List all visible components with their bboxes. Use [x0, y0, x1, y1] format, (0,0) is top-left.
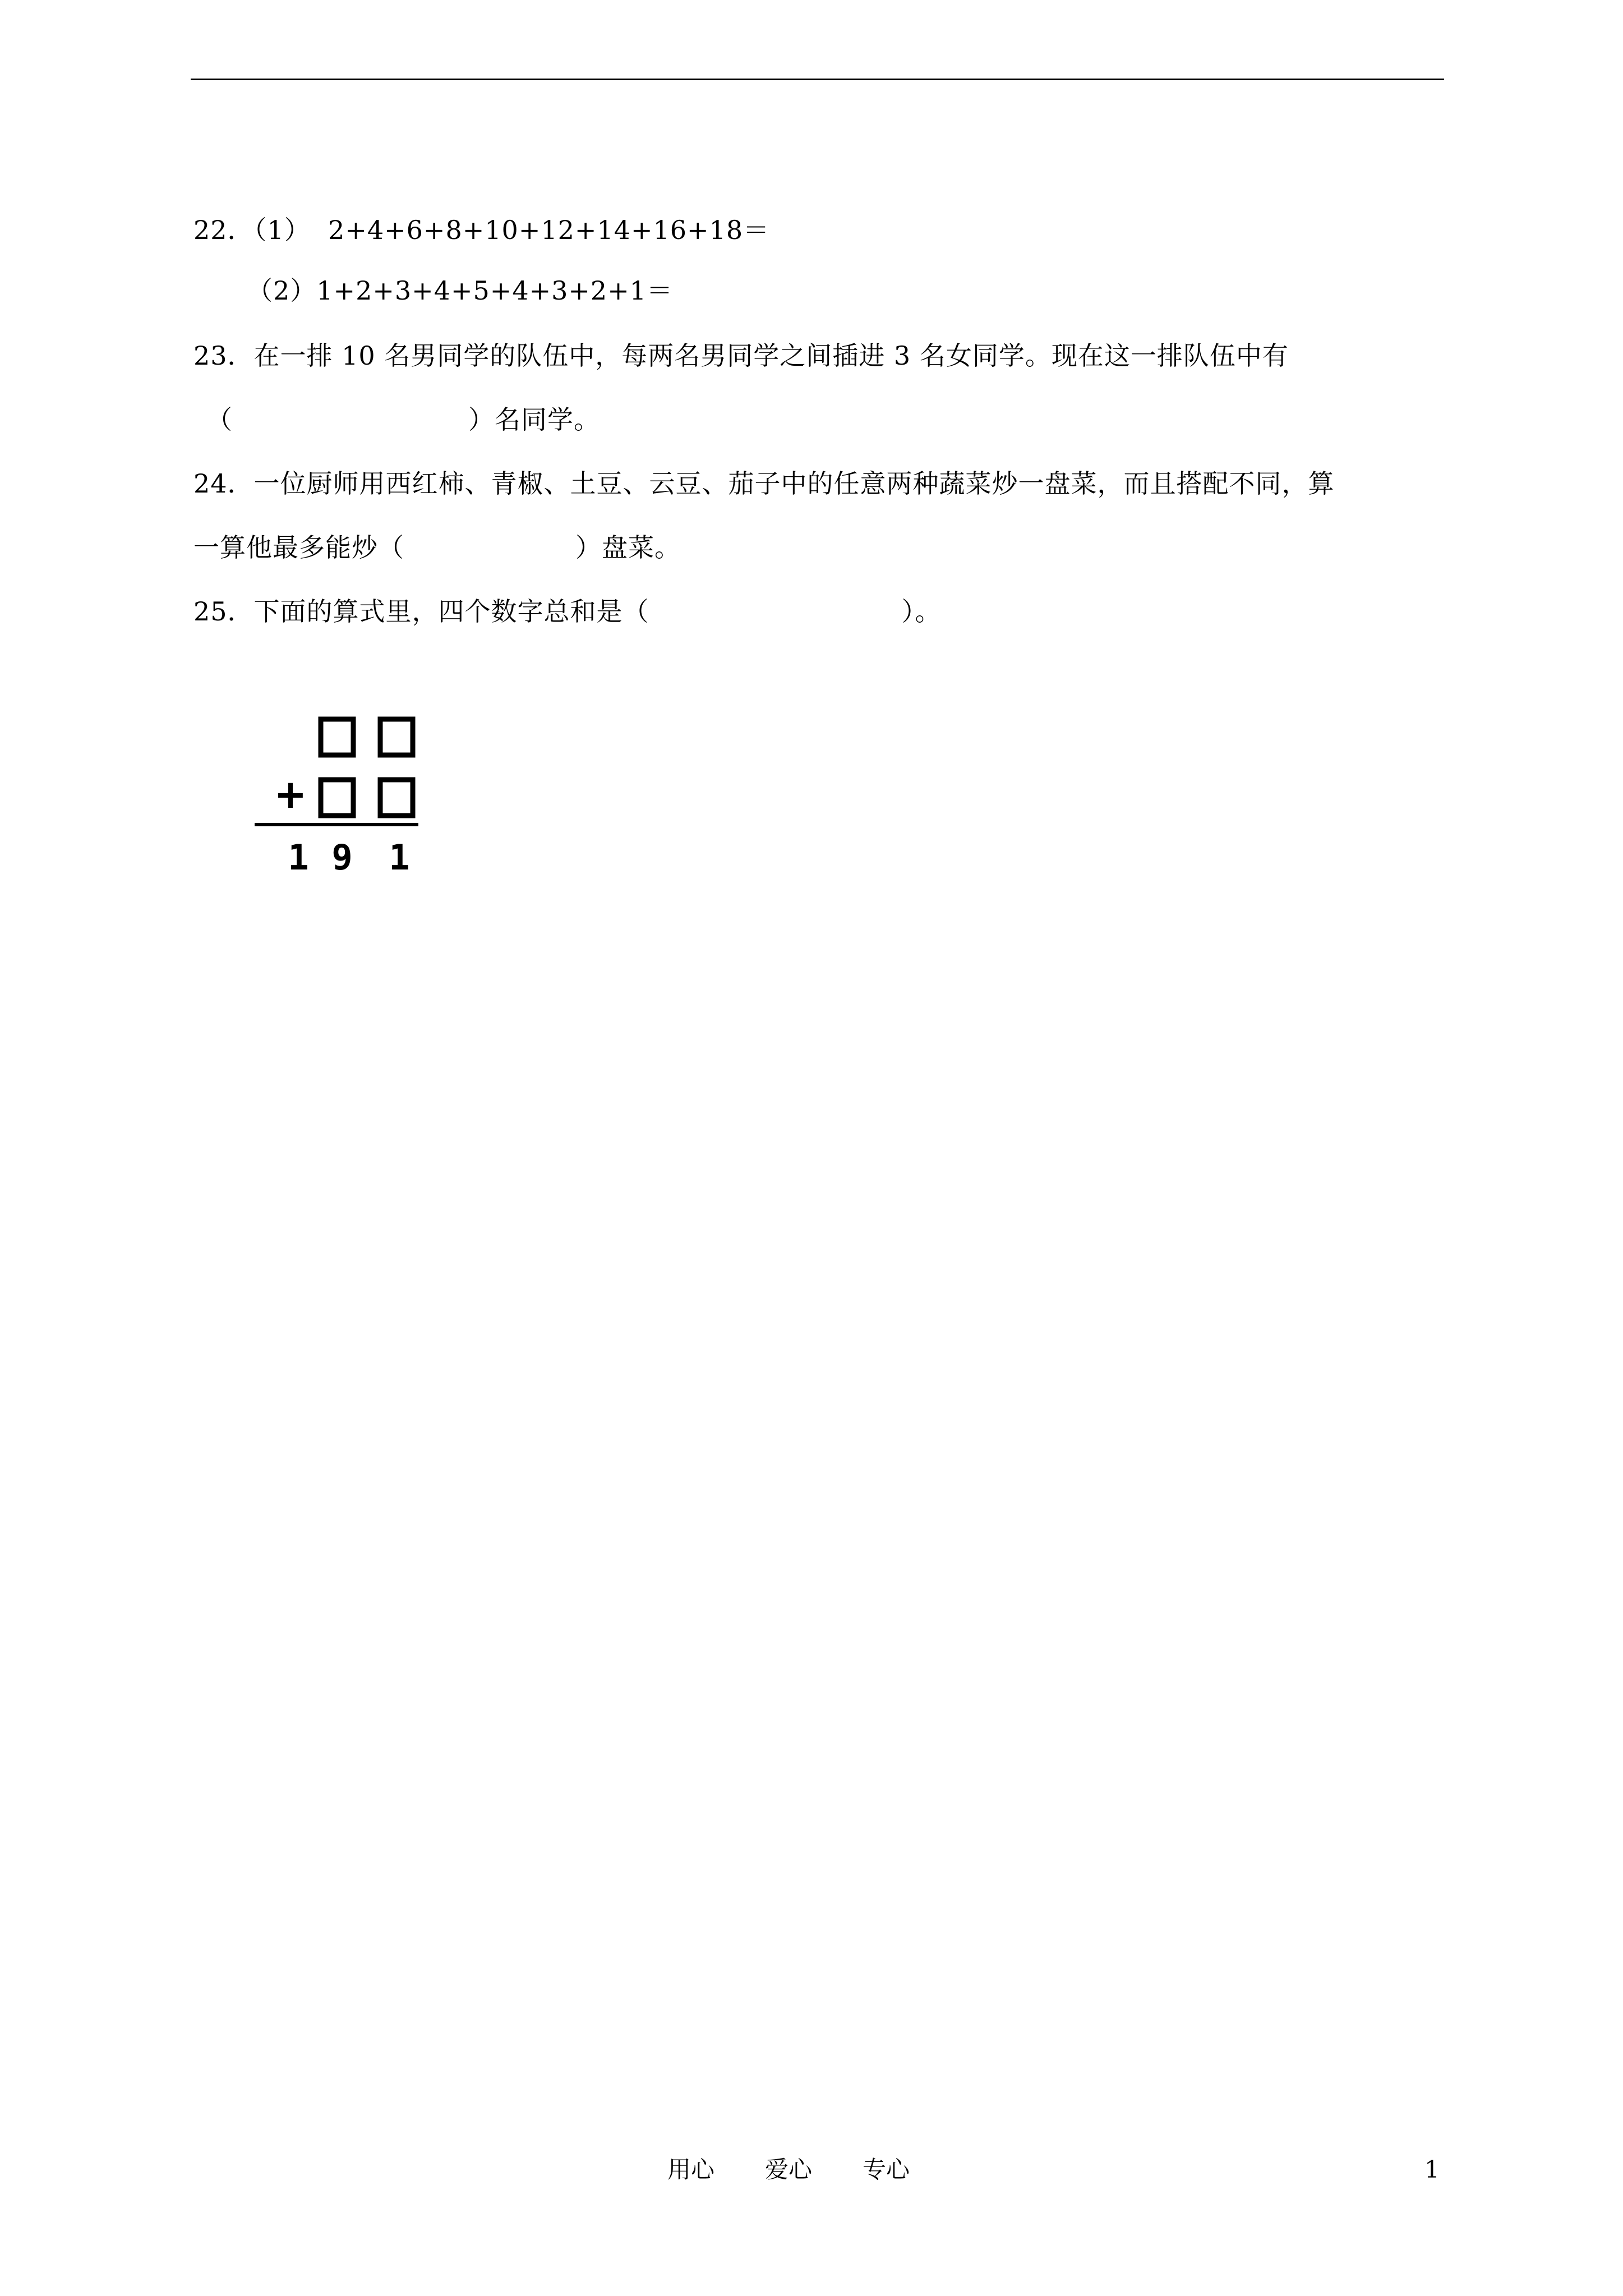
question-24-close-text: ）盘菜。: [575, 532, 681, 563]
question-22-part-1: 22．（1） 2+4+6+8+10+12+14+16+18＝: [193, 215, 770, 245]
question-25-close-text: ）。: [901, 596, 942, 627]
question-23-line-1: 23．在一排 10 名男同学的队伍中，每两名男同学之间插进 3 名女同学。现在这一排队伍中有: [193, 341, 1289, 371]
plus-sign: +: [274, 771, 307, 817]
footer-motto-2: 爱心: [765, 2156, 813, 2183]
question-24-line-2: [193, 531, 681, 564]
header-rule: [191, 79, 1444, 80]
result-digit-tens: 9: [331, 837, 353, 878]
digit-box-top-tens: [321, 719, 353, 755]
addition-puzzle-drawing: [252, 696, 454, 886]
footer-motto-1: 用心: [667, 2156, 715, 2183]
question-25-line-1: [193, 595, 942, 628]
question-22-part-2: （2）1+2+3+4+5+4+3+2+1＝: [247, 275, 674, 306]
question-23-open-paren: （: [206, 404, 233, 435]
digit-box-bottom-ones: [380, 780, 413, 816]
result-digit-hundreds: 1: [288, 837, 309, 878]
digit-box-bottom-tens: [321, 780, 353, 816]
question-23-close-text: ）名同学。: [468, 404, 600, 435]
footer-motto: [667, 2154, 910, 2185]
question-23-line-2: [206, 403, 600, 436]
result-digit-ones: 1: [389, 837, 410, 878]
question-24-open-text: 一算他最多能炒（: [193, 532, 404, 563]
footer-motto-3: 专心: [863, 2156, 910, 2183]
digit-box-top-ones: [380, 719, 413, 755]
page-number: 1: [1424, 2156, 1440, 2183]
question-25-open-text: 25．下面的算式里，四个数字总和是（: [193, 596, 649, 627]
question-24-line-1: 24．一位厨师用西红柿、青椒、土豆、云豆、茄子中的任意两种蔬菜炒一盘菜，而且搭配不同，算: [193, 468, 1335, 499]
addition-puzzle-figure: [252, 696, 454, 886]
